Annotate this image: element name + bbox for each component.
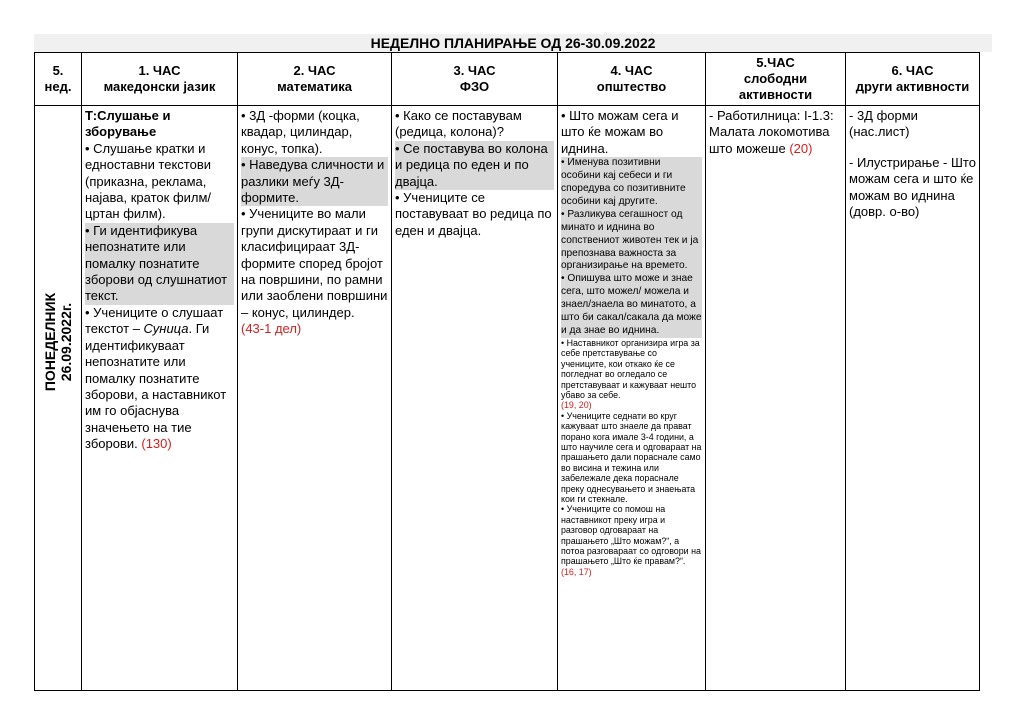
page-reference: (19, 20) bbox=[561, 400, 592, 411]
topic: • Што можам сега и што ќе можам во иднина. bbox=[561, 108, 679, 156]
activity: • Учениците во мали групи дискутираат и ги класифицираат 3Д-формите според бројот на површини, по рамни или заоблени површини – конус, цилиндер. bbox=[241, 206, 388, 320]
day-cell bbox=[35, 106, 82, 691]
day-date: 26.09.2022г. bbox=[58, 302, 74, 382]
period-1-header: 1. ЧАС македонски јазик bbox=[82, 53, 238, 106]
society-cell bbox=[558, 106, 706, 691]
objective-highlighted: • Се поставува во колона и редица по еден и по двајца. bbox=[395, 141, 554, 190]
period-2-header: 2. ЧАС математика bbox=[238, 53, 392, 106]
free-activities-cell bbox=[706, 106, 846, 691]
math-cell bbox=[238, 106, 392, 691]
other-activities-cell bbox=[846, 106, 980, 691]
activity: - Илустрирање - Што можам сега и што ќе можам во иднина (довр. о-во) bbox=[849, 154, 976, 220]
activity: • Учениците се поставуваат во редица по еден и двајца. bbox=[395, 190, 552, 238]
period-3-header: 3. ЧАС ФЗО bbox=[392, 53, 558, 106]
period-6-header: 6. ЧАС други активности bbox=[846, 53, 980, 106]
activity: • Наставникот организира игра за себе претставување со учениците, кои откако ќе се погледнат во огледало се претставуваат и кажуваат нешто убаво за себе. bbox=[561, 337, 700, 400]
page-reference: (20) bbox=[789, 140, 813, 156]
objective-highlighted: • Наведува сличности и разлики меѓу 3Д-формите. bbox=[241, 157, 388, 206]
objective-highlighted: • Опишува што може и знае сега, што можел/ можела и знаел/знаела во минатото, а што би сакал/сакала да може и да знае во иднина. bbox=[561, 273, 702, 336]
period-4-header: 4. ЧАС општество bbox=[558, 53, 706, 106]
objective-highlighted: • Ги идентификува непознатите или помалку познатите зборови од слушнатиот текст. bbox=[85, 223, 234, 305]
topic: • Како се поставувам (редица, колона)? bbox=[395, 108, 522, 140]
day-label bbox=[42, 293, 74, 391]
lesson-topic: Т:Слушање и зборување bbox=[85, 108, 171, 140]
week-header: 5. нед. bbox=[35, 53, 82, 106]
macedonian-cell bbox=[82, 106, 238, 691]
activity: • Учениците седнати во круг кажуваат што знаеле да прават порано кога имале 3-4 години, а што научиле сега и одговараат на прашањето дали пораснале само во висина и тежина или забележале дека пораснале преку однесувањето и знаењата кои ги стекнале. bbox=[561, 410, 702, 504]
page-reference: (43-1 дел) bbox=[241, 321, 302, 337]
weekly-plan-table bbox=[34, 52, 980, 691]
objective: • Слушање кратки и едноставни текстови (приказна, реклама, најава, краток филм/ цртан филм). bbox=[85, 140, 212, 222]
day-name: ПОНЕДЕЛНИК bbox=[42, 292, 58, 392]
activity: • Учениците со помош на наставникот преку игра и разговор одговараат на прашањето „Што можам?“, а потоа разговараат со одговори на прашањето „Што ќе правам?“. (16, 17) bbox=[561, 504, 701, 577]
pe-cell bbox=[392, 106, 558, 691]
page-title: НЕДЕЛНО ПЛАНИРАЊЕ ОД 26-30.09.2022 bbox=[34, 34, 992, 52]
period-5-header: 5.ЧАС слободни активности bbox=[706, 53, 846, 106]
activity: • Учениците о слушаат текстот – Суница. Ги идентификуваат непознатите или помалку познатите зборови, а наставникот им го објаснува значењето на тие зборови. (130) bbox=[85, 304, 227, 452]
objective-highlighted: • Именува позитивни особини кај себеси и ги споредува со позитивните особини кај другите. bbox=[561, 157, 702, 209]
activity: - 3Д форми (нас.лист) bbox=[849, 108, 918, 140]
monday-row bbox=[35, 106, 980, 691]
page-reference: (16, 17) bbox=[561, 566, 592, 577]
topic: • 3Д -форми (коцка, квадар, цилиндар, конус, топка). bbox=[241, 108, 360, 156]
page-reference: (130) bbox=[141, 436, 172, 452]
activity: - Работилница: I-1.3: Малата локомотива што можеше (20) bbox=[709, 108, 834, 156]
header-row bbox=[35, 53, 980, 106]
objective-highlighted: • Разликува сегашност од минато и иднина во сопствениот животен тек и ја препознава важноста за организирање на времето. bbox=[561, 209, 702, 274]
